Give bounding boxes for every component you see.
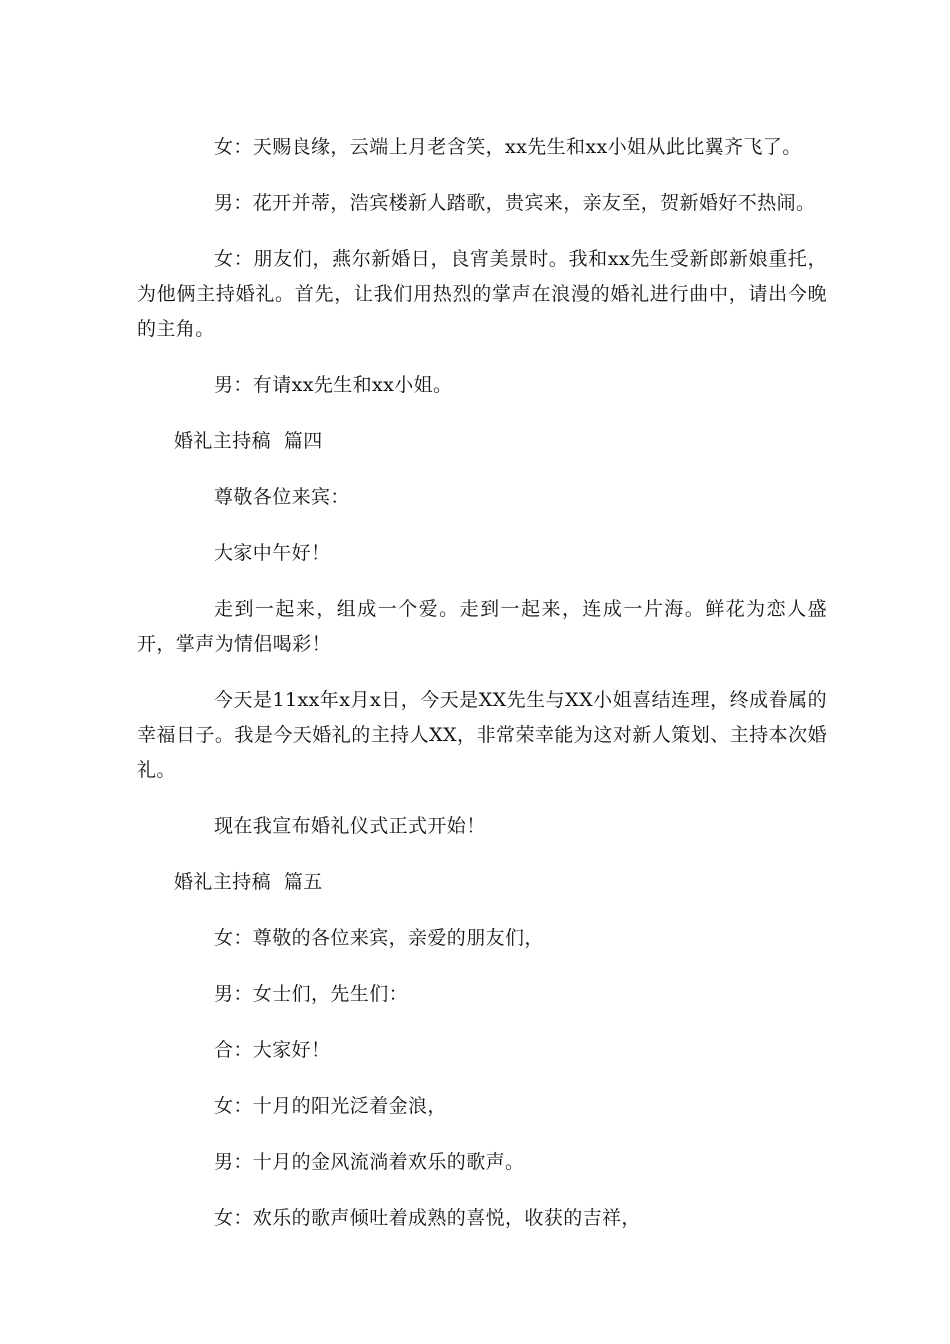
dialogue-paragraph: 男：女士们，先生们： [214, 983, 409, 1005]
paragraph: 今天是11xx年x月x日，今天是XX先生与XX小姐喜结连理，终成眷属的幸福日子。我是今天婚礼的主持人XX，非常荣幸能为这对新人策划、主持本次婚礼。 [137, 689, 827, 781]
dialogue-paragraph: 女：天赐良缘，云端上月老含笑，xx先生和xx小姐从此比翼齐飞了。 [214, 136, 802, 158]
dialogue-paragraph: 男：十月的金风流淌着欢乐的歌声。 [214, 1151, 525, 1173]
section-heading-four: 婚礼主持稿 篇四 [174, 430, 323, 452]
paragraph: 尊敬各位来宾： [214, 486, 350, 508]
dialogue-paragraph: 女：朋友们，燕尔新婚日，良宵美景时。我和xx先生受新郎新娘重托，为他俩主持婚礼。首先，让我们用热烈的掌声在浪漫的婚礼进行曲中，请出今晚的主角。 [137, 248, 827, 340]
section-heading-five: 婚礼主持稿 篇五 [174, 871, 323, 893]
dialogue-paragraph: 男：花开并蒂，浩宾楼新人踏歌，贵宾来，亲友至，贺新婚好不热闹。 [214, 192, 816, 214]
paragraph: 大家中午好！ [214, 542, 331, 564]
paragraph: 现在我宣布婚礼仪式正式开始！ [214, 815, 486, 837]
document-body [137, 130, 827, 1257]
paragraph: 走到一起来，组成一个爱。走到一起来，连成一片海。鲜花为恋人盛开，掌声为情侣喝彩！ [137, 598, 827, 655]
dialogue-paragraph: 女：十月的阳光泛着金浪， [214, 1095, 447, 1117]
dialogue-paragraph: 男：有请xx先生和xx小姐。 [214, 374, 453, 396]
dialogue-paragraph: 合：大家好！ [214, 1039, 331, 1061]
dialogue-paragraph: 女：尊敬的各位来宾，亲爱的朋友们， [214, 927, 544, 949]
dialogue-paragraph: 女：欢乐的歌声倾吐着成熟的喜悦，收获的吉祥， [214, 1207, 641, 1229]
